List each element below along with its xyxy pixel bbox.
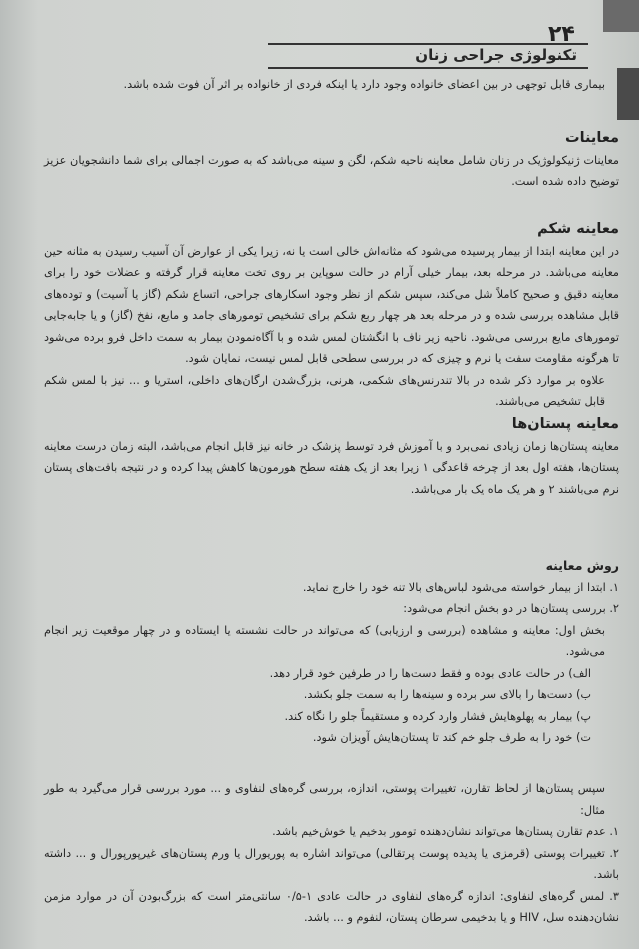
method-heading: روش معاینه xyxy=(545,558,619,573)
position-c: پ) بیمار به پهلوهایش فشار وارد کرده و مستقیماً جلو را نگاه کند. xyxy=(284,709,591,723)
page-corner-marker xyxy=(603,0,639,32)
breast-section xyxy=(44,414,619,500)
abdomen-section xyxy=(44,219,619,413)
intro-paragraph xyxy=(44,74,619,96)
position-a: الف) در حالت عادی بوده و فقط دست‌ها را در طرفین خود قرار دهد. xyxy=(269,666,591,680)
finding-3: ۳. لمس گره‌های لنفاوی: اندازه گره‌های لنفاوی در حالت عادی ۱-۰/۵ سانتی‌متر است که بزرگ‌بودن آن در موارد مزمن نشان‌دهنده سل، HIV و یا بدخیمی سرطان پستان، لنفوم و ... باشد. xyxy=(44,889,619,924)
method-step-2: ۲. بررسی پستان‌ها در دو بخش انجام می‌شود: xyxy=(403,602,619,615)
intro-line: بیماری قابل توجهی در بین اعضای خانواده وجود دارد یا اینکه فردی از خانواده بر اثر آن فوت شده باشد. xyxy=(123,78,605,91)
findings-intro: سپس پستان‌ها از لحاظ تقارن، تغییرات پوستی، اندازه، بررسی گره‌های لنفاوی و ... مورد بررسی قرار می‌گیرد به طور مثال: xyxy=(44,782,605,817)
breast-body: معاینه پستان‌ها زمان زیادی نمی‌برد و با آموزش فرد توسط پزشک در خانه نیز قابل انجام می‌باشد، البته زمان درست معاینه پستان‌ها، هفته اول بعد از چرخه قاعدگی ۱ زیرا بعد از یک هفته سطح هورمون‌ها کاهش پیدا کرده و در نتیجه بافت‌های پستان نرم می‌باشند ۲ و هر یک ماه یک بار می‌باشد. xyxy=(44,439,619,496)
finding-1: ۱. عدم تقارن پستان‌ها می‌تواند نشان‌دهنده تومور بدخیم یا خوش‌خیم باشد. xyxy=(272,825,619,838)
page-number: ۲۴ xyxy=(548,22,575,47)
examinations-body: معاینات ژنیکولوژیک در زنان شامل معاینه ناحیه شکم، لگن و سینه می‌باشد که به صورت اجمالی برای شما دانشجویان عزیز توضیح داده شده است. xyxy=(44,153,619,188)
examinations-section xyxy=(44,128,619,193)
findings-section xyxy=(44,778,619,929)
finding-2: ۲. تغییرات پوستی (قرمزی یا پدیده پوست پرتقالی) می‌تواند اشاره به پوریورال یا ورم پستان‌های غیرپورپورال و ... داشته باشد. xyxy=(44,846,619,881)
abdomen-body-2: علاوه بر موارد ذکر شده در بالا تندرنس‌های شکمی، هرنی، بزرگ‌شدن ارگان‌های داخلی، استریا و ... نیز با لمس شکم قابل تشخیص می‌باشند. xyxy=(44,373,605,408)
breast-heading: معاینه پستان‌ها xyxy=(511,416,619,432)
position-d: ت) خود را به طرف جلو خم کند تا پستان‌هایش آویزان شود. xyxy=(312,731,591,744)
examinations-heading: معاینات xyxy=(565,130,619,146)
method-part-one: بخش اول: معاینه و مشاهده (بررسی و ارزیابی) که می‌تواند در حالت نشسته یا ایستاده و در چهار موقعیت زیر انجام می‌شود. xyxy=(44,623,605,658)
method-section xyxy=(44,555,619,749)
chapter-thumb-tab xyxy=(617,68,639,120)
method-step-1: ۱. ابتدا از بیمار خواسته می‌شود لباس‌های بالا تنه خود را خارج نماید. xyxy=(302,580,619,594)
abdomen-heading: معاینه شکم xyxy=(537,221,619,237)
abdomen-body: در این معاینه ابتدا از بیمار پرسیده می‌شود که مثانه‌اش خالی است یا نه، زیرا یکی از عوارض آن آسیب رسیدن به مثانه حین معاینه می‌باشد. در مرحله بعد، بیمار خیلی آرام در حالت سوپاین بر روی تخت معاینه قرار گرفته و عضلات خود را برای معاینه دقیق و صحیح کاملاً شل می‌کند، سپس شکم از نظر وجود اسکارهای جراحی، اتساع شکم (گاز یا آسیت) و توده‌های قابل مشاهده بررسی شده و در مرحله بعد هر چهار ربع شکم برای تشخیص تومورهای جامد و مایع، نفخ (گاز) و یا جابه‌جایی تومورهای مایع بررسی می‌شود. ناحیه زیر ناف با انگشتان لمس شده و با آگاه‌نمودن بیمار به سمت داخل فرو برده می‌شود تا هرگونه مقاومت سفت یا نرم و چیزی که در بررسی سطحی قابل لمس نیست، نمایان شود. xyxy=(44,244,619,365)
chapter-title: تکنولوژی جراحی زنان xyxy=(415,46,577,64)
position-b: ب) دست‌ها را بالای سر برده و سینه‌ها را به سمت جلو بکشد. xyxy=(303,688,591,701)
